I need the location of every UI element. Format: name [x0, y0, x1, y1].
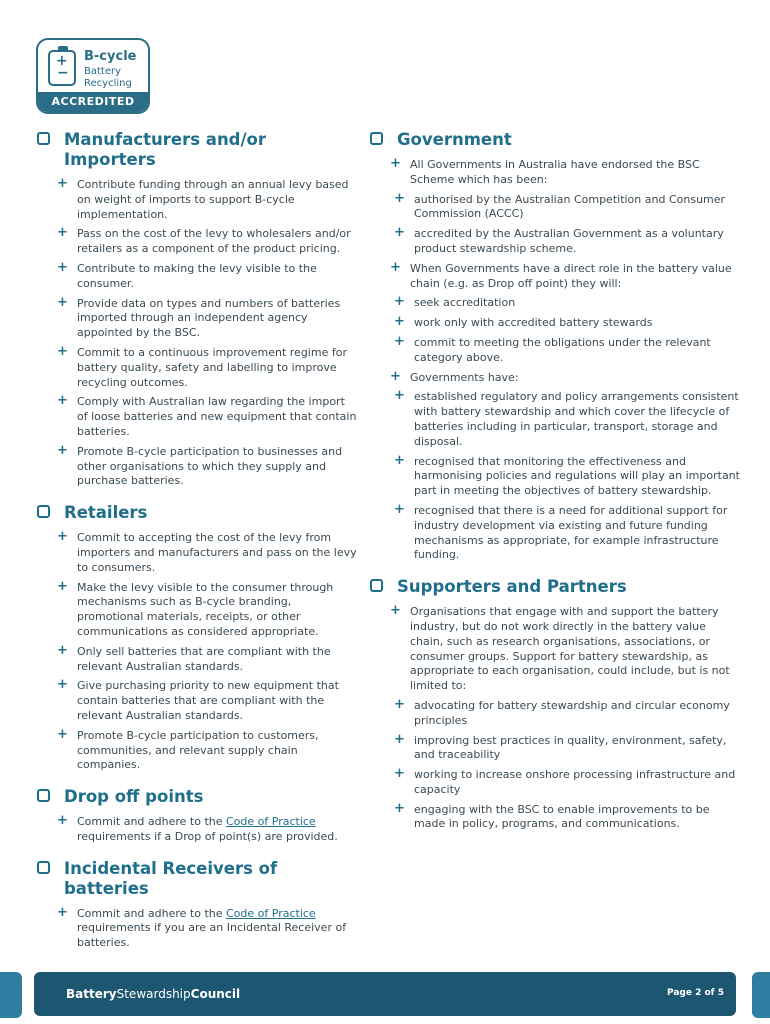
list-item: + Only sell batteries that are compliant with the relevant Australian standards.	[57, 642, 331, 673]
list-item: + Contribute to making the levy visible to the consumer.	[57, 259, 317, 290]
checkbox-icon	[37, 861, 50, 874]
dropoff-heading: Drop off points	[37, 787, 357, 807]
sub-list-item: + accredited by the Australian Government as a voluntary product stewardship scheme.	[394, 225, 724, 255]
plus-bullet-icon: +	[390, 259, 401, 275]
list-item: + Promote B-cycle participation to customers, communities, and relevant supply chain companies.	[57, 726, 319, 772]
plus-bullet-icon: +	[57, 813, 68, 829]
list-item: + Give purchasing priority to new equipment that contain batteries that are compliant with the relevant Australian standards.	[57, 677, 339, 722]
checkbox-icon	[37, 132, 50, 145]
sub-list-item: + recognised that there is a need for additional support for industry development via existing and future funding mechanisms as appropriate, for example infrastructure funding.	[394, 501, 728, 562]
sub-list-item: + improving best practices in quality, environment, safety, and traceability	[394, 731, 727, 762]
list-item: + Commit and adhere to the Code of Practice requirements if a Drop of point(s) are provided.	[57, 813, 338, 843]
retailers-heading: Retailers	[37, 503, 357, 523]
plus-bullet-icon: +	[394, 190, 405, 206]
plus-bullet-icon: +	[394, 800, 405, 816]
supporters-list	[370, 605, 740, 832]
manufacturers-list	[37, 178, 357, 489]
list-item: + Commit to accepting the cost of the levy from importers and manufacturers and pass on the levy to consumers.	[57, 529, 357, 574]
list-item: + Commit to a continuous improvement regime for battery quality, safety and labelling to improve recycling outcomes.	[57, 343, 347, 389]
list-item: + Make the levy visible to the consumer through mechanisms such as B-cycle branding, promotional materials, receipts, or other communications as considered appropriate.	[57, 578, 334, 638]
list-item: + Organisations that engage with and support the battery industry, but do not work directly in the battery value chain, such as research organisations, associations, or consumer groups. Support for battery stewardship, as appropriate to each organisation, could include, but is not limited to:	[390, 603, 730, 693]
plus-bullet-icon: +	[394, 696, 405, 712]
list-item: + Pass on the cost of the levy to wholesalers and/or retailers as a component of the product pricing.	[57, 225, 351, 256]
plus-bullet-icon: +	[57, 529, 68, 545]
plus-bullet-icon: +	[57, 259, 68, 275]
plus-bullet-icon: +	[390, 603, 401, 619]
plus-bullet-icon: +	[394, 766, 405, 782]
plus-bullet-icon: +	[394, 314, 405, 330]
supporters-heading: Supporters and Partners	[370, 577, 740, 597]
sub-list-item: + seek accreditation	[394, 294, 516, 310]
plus-bullet-icon: +	[394, 333, 405, 349]
page-number: Page 2 of 5	[667, 988, 724, 998]
government-list	[370, 158, 740, 563]
plus-bullet-icon: +	[57, 726, 68, 742]
checkbox-icon	[37, 505, 50, 518]
plus-bullet-icon: +	[390, 156, 401, 171]
dropoff-list	[37, 815, 357, 845]
sub-list-item: + recognised that monitoring the effectiveness and harmonising policies and regulations will play an important part in meeting the objectives of battery stewardship.	[394, 452, 740, 498]
b-cycle-accredited-logo	[36, 38, 150, 114]
plus-bullet-icon: +	[57, 904, 68, 920]
plus-bullet-icon: +	[394, 452, 405, 468]
retailers-list	[37, 531, 357, 773]
plus-bullet-icon: +	[57, 677, 68, 693]
right-column	[370, 130, 740, 837]
incidental-list	[37, 904, 357, 951]
list-item: + All Governments in Australia have endorsed the BSC Scheme which has been:	[390, 156, 700, 186]
list-item: + Governments have:	[390, 368, 519, 384]
list-item: + Comply with Australian law regarding the import of loose batteries and new equipment that contain batteries.	[57, 393, 357, 438]
plus-bullet-icon: +	[390, 368, 401, 384]
footer-edge-right	[752, 972, 770, 1018]
plus-bullet-icon: +	[57, 642, 68, 658]
footer-brand: BatteryStewardshipCouncil	[66, 987, 241, 1001]
checkbox-icon	[370, 132, 383, 145]
plus-bullet-icon: +	[57, 578, 68, 594]
plus-bullet-icon: +	[57, 442, 68, 458]
checkbox-icon	[37, 789, 50, 802]
list-item: + When Governments have a direct role in the battery value chain (e.g. as Drop off point) they will:	[390, 259, 732, 290]
list-item: + Promote B-cycle participation to businesses and other organisations to which they supply and purchase batteries.	[57, 442, 343, 488]
plus-bullet-icon: +	[394, 501, 405, 517]
plus-bullet-icon: +	[394, 225, 405, 241]
accredited-badge: ACCREDITED	[38, 92, 148, 112]
sub-list-item: + advocating for battery stewardship and circular economy principles	[394, 696, 730, 727]
code-of-practice-link[interactable]: Code of Practice	[226, 906, 316, 920]
footer-edge-left	[0, 972, 22, 1018]
plus-bullet-icon: +	[57, 393, 68, 409]
plus-bullet-icon: +	[394, 731, 405, 747]
plus-bullet-icon: +	[57, 176, 68, 191]
list-item: + Provide data on types and numbers of batteries imported through an independent agency appointed by the BSC.	[57, 294, 341, 340]
sub-list-item: + established regulatory and policy arrangements consistent with battery stewardship and which cover the lifecycle of batteries including in particular, transport, storage and disposal.	[394, 388, 739, 448]
sub-list-item: + authorised by the Australian Competition and Consumer Commission (ACCC)	[394, 190, 726, 221]
list-item: + Commit and adhere to the Code of Practice requirements if you are an Incidental Receiver of batteries.	[57, 904, 347, 950]
left-column	[37, 130, 357, 956]
code-of-practice-link[interactable]: Code of Practice	[226, 815, 316, 829]
logo-line-battery: Battery	[84, 66, 122, 77]
sub-list-item: + commit to meeting the obligations under the relevant category above.	[394, 333, 711, 364]
battery-icon: + −	[48, 50, 76, 86]
footer-bar	[34, 972, 736, 1016]
plus-bullet-icon: +	[394, 388, 405, 404]
plus-bullet-icon: +	[57, 343, 68, 359]
sub-list-item: + work only with accredited battery stewards	[394, 314, 653, 330]
list-item: + Contribute funding through an annual levy based on weight of imports to support B-cycle implementation.	[57, 176, 349, 221]
logo-line-recycling: Recycling	[84, 78, 132, 89]
plus-bullet-icon: +	[57, 225, 68, 241]
plus-bullet-icon: +	[57, 294, 68, 310]
sub-list-item: + working to increase onshore processing infrastructure and capacity	[394, 766, 736, 796]
sub-list-item: + engaging with the BSC to enable improvements to be made in policy, programs, and communications.	[394, 800, 710, 831]
incidental-heading: Incidental Receivers of batteries	[37, 859, 357, 899]
plus-bullet-icon: +	[394, 294, 405, 310]
checkbox-icon	[370, 579, 383, 592]
manufacturers-heading: Manufacturers and/or Importers	[37, 130, 357, 170]
logo-title: B-cycle	[84, 49, 137, 64]
government-heading: Government	[370, 130, 740, 150]
